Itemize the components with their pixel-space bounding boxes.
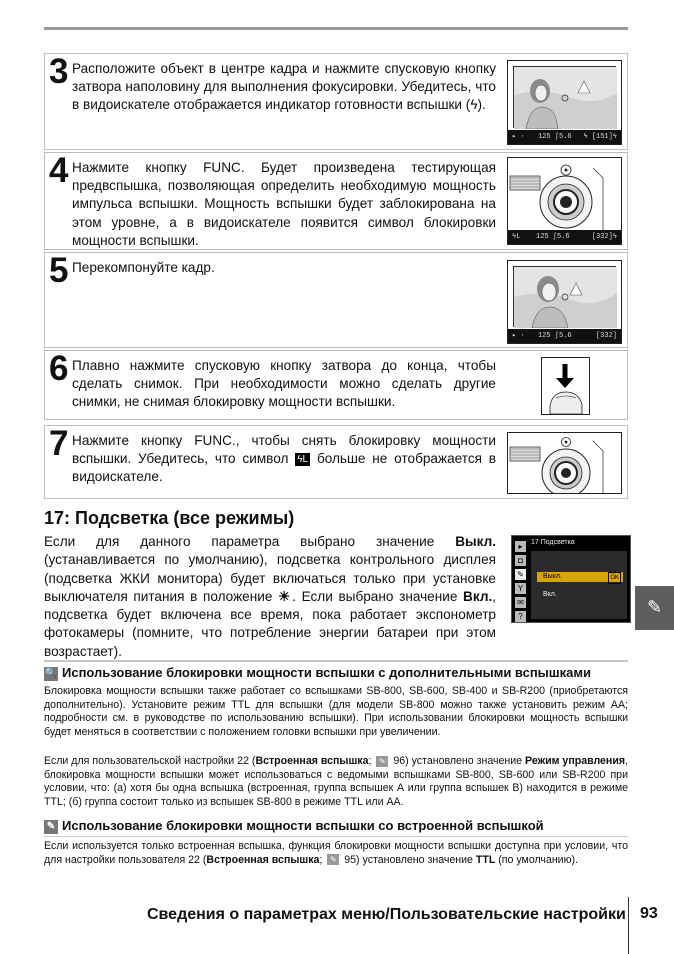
vf-right: [332] xyxy=(595,332,617,340)
shooting-menu-icon: ◘ xyxy=(515,555,526,566)
magnifier-icon: 🔍 xyxy=(44,667,58,679)
step-number: 5 xyxy=(49,251,69,290)
viewfinder-scene xyxy=(513,66,616,128)
setting-name: Встроенная вспышка xyxy=(255,755,369,767)
vf-right: ϟ [151]ϟ xyxy=(583,133,617,141)
text: ; xyxy=(319,853,326,866)
menu-panel xyxy=(531,551,627,619)
pencil-icon: ✎ xyxy=(647,597,663,617)
camera-body-illustration xyxy=(508,433,621,493)
vf-shutter-aperture: 125 ʃ5.6 xyxy=(536,233,570,241)
section-text: Если для данного параметра выбрано значение xyxy=(44,534,456,549)
footer-section-title: Сведения о параметрах меню/Пользовательские настройки xyxy=(147,906,626,923)
step-text: Перекомпонуйте кадр. xyxy=(72,260,215,275)
viewfinder-recomposed-image xyxy=(507,260,622,344)
setting-name: Встроенная вспышка xyxy=(206,853,320,866)
viewfinder-info-bar xyxy=(508,230,621,244)
camera-body-illustration xyxy=(508,158,621,230)
step-3 xyxy=(44,53,628,150)
vf-left: ▸ · xyxy=(512,133,525,141)
vf-shutter-aperture: 125 ʃ5.6 xyxy=(538,332,572,340)
page-number: 93 xyxy=(640,905,658,922)
option-off: Выкл. xyxy=(455,534,496,549)
step-text: Плавно нажмите спусковую кнопку затвора до конца, чтобы сделать снимок. При необходимости можно сделать другие снимки, не снимая блокировку мощности вспышки. xyxy=(72,358,496,410)
text: Если используется только встроенная вспышка, функция блокировки мощности вспышки доступна при условии, что для настройки пользователя 22 ( xyxy=(44,840,628,866)
camera-func-button-image xyxy=(507,432,622,494)
camera-func-button-viewfinder-image xyxy=(507,157,622,245)
viewfinder-landscape-image xyxy=(507,60,622,145)
section-body xyxy=(44,533,496,661)
backlight-symbol-icon: ☀ xyxy=(278,588,293,604)
section-text: (устанавливается по умолчанию), подсветка контрольного дисплея (подсветка ЖКИ монитора) будет включаться только при установке выключателя питания в положение xyxy=(44,552,496,604)
step-text xyxy=(72,432,496,487)
option-label: Выкл. xyxy=(543,573,562,580)
note-divider xyxy=(44,836,628,837)
step-text: Расположите объект в центре кадра и нажмите спусковую кнопку затвора наполовину для выполнения фокусировки. Убедитесь, что в видоискателе отображается индикатор готовности вспышки (ϟ). xyxy=(72,61,496,113)
step-number: 6 xyxy=(49,349,69,388)
note-divider xyxy=(44,660,628,662)
menu-rail xyxy=(514,538,528,620)
step-7 xyxy=(44,425,628,499)
woman-recomposed-illustration xyxy=(514,267,617,328)
vf-left: ϟL xyxy=(512,233,521,241)
menu-option-off xyxy=(537,572,623,582)
step-text-before: Нажмите кнопку FUNC., чтобы снять блокировку мощности вспышки. Убедитесь, что символ xyxy=(72,433,496,467)
vf-shutter-aperture: 125 ʃ5.6 xyxy=(538,133,572,141)
custom-settings-icon: ✎ xyxy=(515,569,526,580)
step-number: 4 xyxy=(49,151,69,190)
note1-heading xyxy=(44,665,591,681)
shutter-press-image xyxy=(541,357,590,415)
section-text: , подсветка будет включена все время, пока работает экспонометр фотокамеры (помните, что потребление энергии батареи при этом возрастает). xyxy=(44,588,497,659)
menu-option-on: Вкл. xyxy=(543,591,557,598)
custom-menu-icon: ✎ xyxy=(327,854,339,865)
menu-title: 17 Подсветка xyxy=(531,539,575,546)
step-4 xyxy=(44,152,628,250)
step-number: 7 xyxy=(49,424,69,463)
section-title: 17: Подсветка (все режимы) xyxy=(44,508,295,528)
vf-right: [332]ϟ xyxy=(591,233,617,241)
text: Если для пользовательской настройки 22 ( xyxy=(44,755,256,767)
retouch-menu-icon: ✉ xyxy=(515,597,526,608)
note1-para2 xyxy=(44,755,628,809)
camera-menu-screenshot xyxy=(511,535,631,623)
viewfinder-info-bar xyxy=(508,130,621,144)
setting-value: Режим управления xyxy=(525,755,626,767)
step-number: 3 xyxy=(49,52,69,91)
section-text: . Если выбрано значение xyxy=(292,588,464,604)
note1-para1: Блокировка мощности вспышки также работает со вспышками SB-800, SB-600, SB-400 и SB-R200 (приобретаются дополнительно). Установите режим TTL для вспышки (для модели SB-800 можно также установить режим АА; подробности см. в руководстве по использованию вспышки). При использовании блокировки мощность вспышки будет меняться в соответствии с положением головки вспышки при увеличении. xyxy=(44,685,628,738)
setup-menu-icon: Y xyxy=(515,583,526,594)
note2-para xyxy=(44,840,628,867)
flash-lock-icon: ϟL xyxy=(297,454,309,466)
text: ; xyxy=(368,755,375,767)
woman-landscape-illustration xyxy=(514,67,617,129)
finger-press-shutter-illustration xyxy=(542,358,589,414)
custom-menu-icon: ✎ xyxy=(376,756,388,767)
text: 96) установлено значение xyxy=(390,755,526,767)
viewfinder-info-bar xyxy=(508,329,621,343)
step-text: Нажмите кнопку FUNC. Будет произведена тестирующая предвспышка, позволяющая определить необходимую мощность импульса вспышки. Мощность вспышки будет заблокирована на этом уровне, а в видоискателе появится символ блокировки мощности вспышки. xyxy=(72,160,496,248)
step-text-after: больше не отображается в видоискателе. xyxy=(72,451,497,485)
playback-menu-icon: ▸ xyxy=(515,541,526,552)
step-5 xyxy=(44,252,628,348)
vf-left: ▸ · xyxy=(512,332,525,340)
text: (по умолчанию). xyxy=(495,853,579,866)
note2-heading xyxy=(44,818,544,834)
footer-divider xyxy=(628,897,629,954)
step-6 xyxy=(44,350,628,420)
setting-value: TTL xyxy=(475,853,496,866)
pencil-note-icon: ✎ xyxy=(44,820,58,834)
top-rule xyxy=(44,27,628,30)
option-on: Вкл. xyxy=(463,588,493,604)
chapter-tab xyxy=(635,586,674,630)
viewfinder-scene xyxy=(513,266,616,327)
note2-heading-text: Использование блокировки мощности вспышки со встроенной вспышкой xyxy=(62,818,544,833)
ok-badge: OK xyxy=(608,572,621,584)
note1-heading-text: Использование блокировки мощности вспышки с дополнительными вспышками xyxy=(62,665,591,680)
text: 95) установлено значение xyxy=(341,853,476,866)
text: , блокировка мощности вспышки может использоваться с ведомыми вспышками SB-800, SB-600 или SB-R200 при условии, что: (а) хотя бы одна вспышка (встроенная, группа вспышек А или группа вспышек В) находится в режиме TTL; (б) группа состоит только из вспышек SB-800 в режиме TTL или АА. xyxy=(44,755,628,808)
help-icon: ? xyxy=(515,611,526,622)
